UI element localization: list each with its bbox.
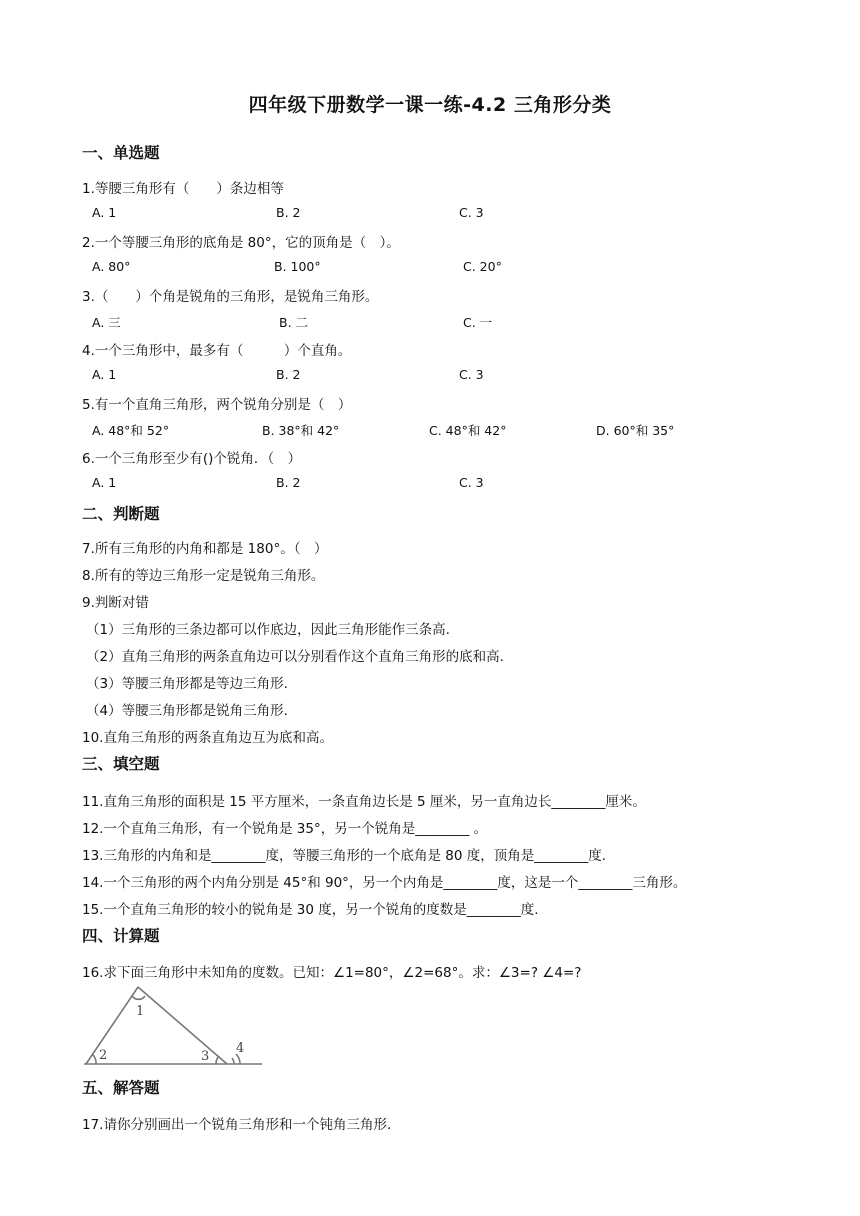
- angle-1-arc: [132, 996, 145, 999]
- option-6a: A. 1: [92, 475, 117, 490]
- angle-label-1: 1: [136, 1004, 145, 1019]
- angle-label-2: 2: [99, 1048, 108, 1063]
- option-5b: B. 38°和 42°: [262, 423, 340, 438]
- question-3: 3.（ ）个角是锐角的三角形，是锐角三角形。: [82, 289, 379, 305]
- question-7: 7.所有三角形的内角和都是 180°。（ ）: [82, 541, 328, 557]
- question-10: 10.直角三角形的两条直角边互为底和高。: [82, 730, 333, 746]
- section-heading-true-false: 二、判断题: [82, 505, 160, 523]
- triangle-left-side: [86, 987, 138, 1064]
- question-2: 2.一个等腰三角形的底角是 80°，它的顶角是（ ）。: [82, 235, 400, 251]
- option-2a: A. 80°: [92, 259, 131, 274]
- question-17: 17.请你分别画出一个锐角三角形和一个钝角三角形.: [82, 1117, 392, 1133]
- option-3a: A. 三: [92, 315, 121, 330]
- question-9-item-4: （4）等腰三角形都是锐角三角形.: [86, 703, 288, 719]
- option-2c: C. 20°: [463, 259, 502, 274]
- question-16: 16.求下面三角形中未知角的度数。已知：∠1=80°，∠2=68°。求：∠3=? ∠4=?: [82, 965, 582, 981]
- question-5: 5.有一个直角三角形，两个锐角分别是（ ）: [82, 397, 352, 413]
- question-14: 14.一个三角形的两个内角分别是 45°和 90°，另一个内角是________度，这是一个________三角形。: [82, 875, 687, 891]
- question-12: 12.一个直角三角形，有一个锐角是 35°，另一个锐角是________ 。: [82, 821, 487, 837]
- option-5a: A. 48°和 52°: [92, 423, 170, 438]
- angle-label-4: 4: [236, 1041, 245, 1056]
- option-3b: B. 二: [279, 315, 309, 330]
- section-heading-calculation: 四、计算题: [82, 927, 160, 945]
- section-heading-fill-blank: 三、填空题: [82, 755, 160, 773]
- section-heading-single-choice: 一、单选题: [82, 144, 160, 162]
- option-2b: B. 100°: [274, 259, 321, 274]
- option-1a: A. 1: [92, 205, 117, 220]
- question-11: 11.直角三角形的面积是 15 平方厘米，一条直角边长是 5 厘米，另一直角边长________厘米。: [82, 794, 646, 810]
- option-3c: C. 一: [463, 315, 493, 330]
- triangle-right-side: [138, 987, 227, 1064]
- option-4b: B. 2: [276, 367, 301, 382]
- option-6b: B. 2: [276, 475, 301, 490]
- option-6c: C. 3: [459, 475, 484, 490]
- question-9-item-3: （3）等腰三角形都是等边三角形.: [86, 676, 288, 692]
- option-1b: B. 2: [276, 205, 301, 220]
- angle-label-3: 3: [201, 1049, 210, 1064]
- option-5c: C. 48°和 42°: [429, 423, 507, 438]
- page-title: 四年级下册数学一课一练-4.2 三角形分类: [248, 94, 612, 116]
- option-4c: C. 3: [459, 367, 484, 382]
- question-9-item-1: （1）三角形的三条边都可以作底边，因此三角形能作三条高.: [86, 622, 450, 638]
- section-heading-answer: 五、解答题: [82, 1079, 160, 1097]
- angle-4-arc: [232, 1058, 234, 1064]
- question-13: 13.三角形的内角和是________度，等腰三角形的一个底角是 80 度，顶角是________度.: [82, 848, 607, 864]
- option-1c: C. 3: [459, 205, 484, 220]
- question-8: 8.所有的等边三角形一定是锐角三角形。: [82, 568, 325, 584]
- angle-2-arc: [92, 1054, 96, 1064]
- question-4: 4.一个三角形中，最多有（ ）个直角。: [82, 343, 352, 359]
- angle-3-arc: [216, 1056, 219, 1064]
- question-9-item-2: （2）直角三角形的两条直角边可以分别看作这个直角三角形的底和高.: [86, 649, 504, 665]
- question-9: 9.判断对错: [82, 595, 149, 611]
- triangle-figure: [82, 984, 266, 1070]
- question-1: 1.等腰三角形有（ ）条边相等: [82, 181, 284, 197]
- question-15: 15.一个直角三角形的较小的锐角是 30 度，另一个锐角的度数是________度.: [82, 902, 539, 918]
- question-6: 6.一个三角形至少有()个锐角．（ ）: [82, 451, 302, 467]
- option-4a: A. 1: [92, 367, 117, 382]
- option-5d: D. 60°和 35°: [596, 423, 675, 438]
